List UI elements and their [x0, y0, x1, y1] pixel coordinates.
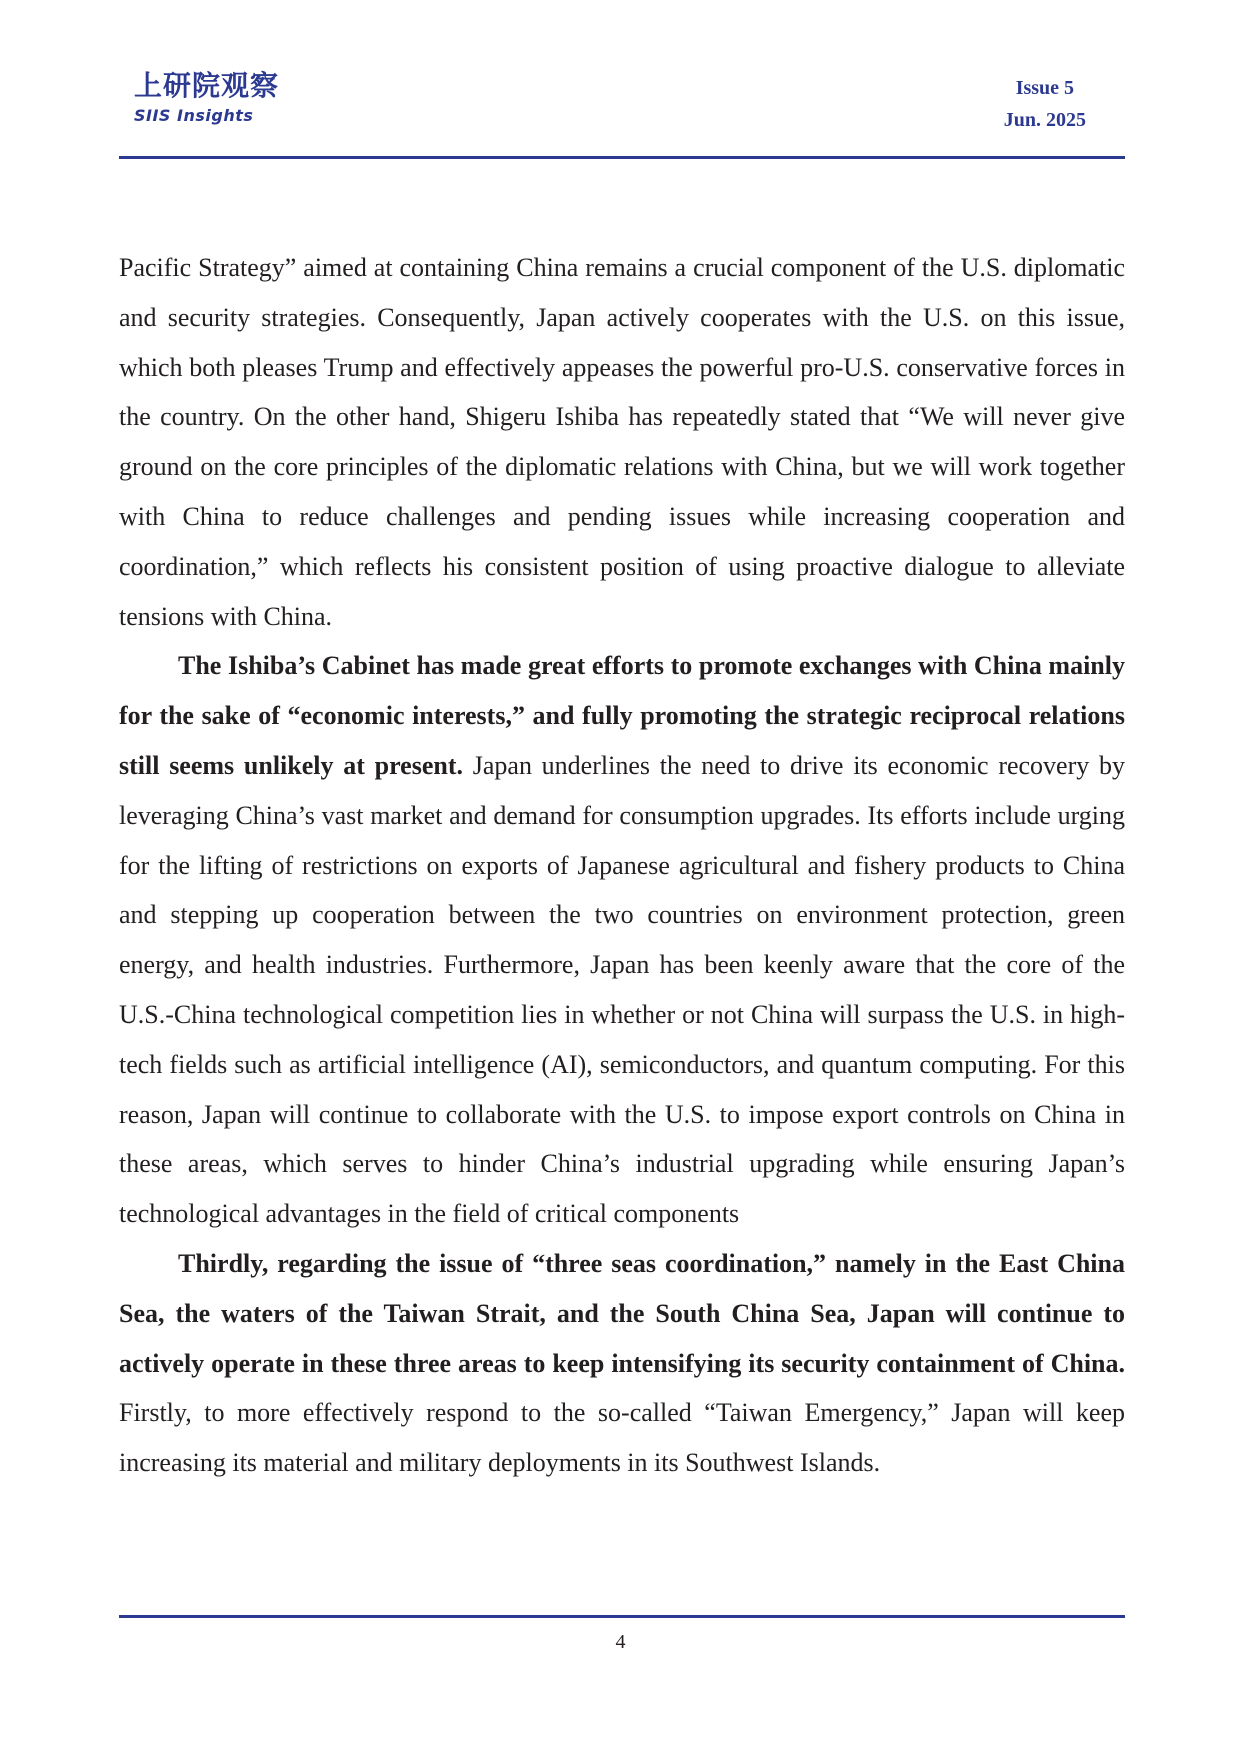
- paragraph-1: Pacific Strategy” aimed at containing China remains a crucial component of the U.S. diplomatic and security strategies. Consequently, Japan actively cooperates with the U.S. on this issue, which both pleases Trump and effectively appeases the powerful pro-U.S. conservative forces in the country. On the other hand, Shigeru Ishiba has repeatedly stated that “We will never give ground on the core principles of the diplomatic relations with China, but we will work together with China to reduce challenges and pending issues while increasing cooperation and coordination,” which reflects his consistent position of using proactive dialogue to alleviate tensions with China.: [119, 253, 1125, 631]
- paragraph-3-text: Firstly, to more effectively respond to the so-called “Taiwan Emergency,” Japan will keep increasing its material and military deployments in its Southwest Islands.: [119, 1398, 1125, 1478]
- issue-date: Jun. 2025: [1003, 109, 1086, 131]
- logo-chinese-title: 上研院观察: [134, 69, 280, 102]
- paragraph-2-lead: The Ishiba’s Cabinet has made great efforts to promote exchanges with China mainly for the sake of “economic interests,” and fully promoting the strategic reciprocal relations still seems unlikely at present.: [119, 651, 1125, 780]
- article-body: [119, 243, 1125, 1488]
- paragraph-2-text: Japan underlines the need to drive its economic recovery by leveraging China’s vast market and demand for consumption upgrades. Its efforts include urging for the lifting of restrictions on exports of Japanese agricultural and fishery products to China and stepping up cooperation between the two countries on environment protection, green energy, and health industries. Furthermore, Japan has been keenly aware that the core of the U.S.-China technological competition lies in whether or not China will surpass the U.S. in high-tech fields such as artificial intelligence (AI), semiconductors, and quantum computing. For this reason, Japan will continue to collaborate with the U.S. to impose export controls on China in these areas, which serves to hinder China’s industrial upgrading while ensuring Japan’s technological advantages in the field of critical components: [119, 750, 1125, 1229]
- paragraph-3-lead: Thirdly, regarding the issue of “three seas coordination,” namely in the East China Sea, the waters of the Taiwan Strait, and the South China Sea, Japan will continue to actively operate in these three areas to keep intensifying its security containment of China.: [119, 1248, 1125, 1378]
- issue-info: [1004, 72, 1086, 136]
- paragraph-3: [119, 1239, 1125, 1488]
- page-number: 4: [615, 1631, 626, 1653]
- issue-number: Issue 5: [1015, 77, 1075, 99]
- header-divider: [119, 156, 1125, 159]
- logo-english-title: SIIS Insights: [134, 106, 254, 125]
- footer-divider: [119, 1615, 1125, 1618]
- paragraph-2: [119, 641, 1125, 1239]
- publication-logo: [134, 70, 314, 126]
